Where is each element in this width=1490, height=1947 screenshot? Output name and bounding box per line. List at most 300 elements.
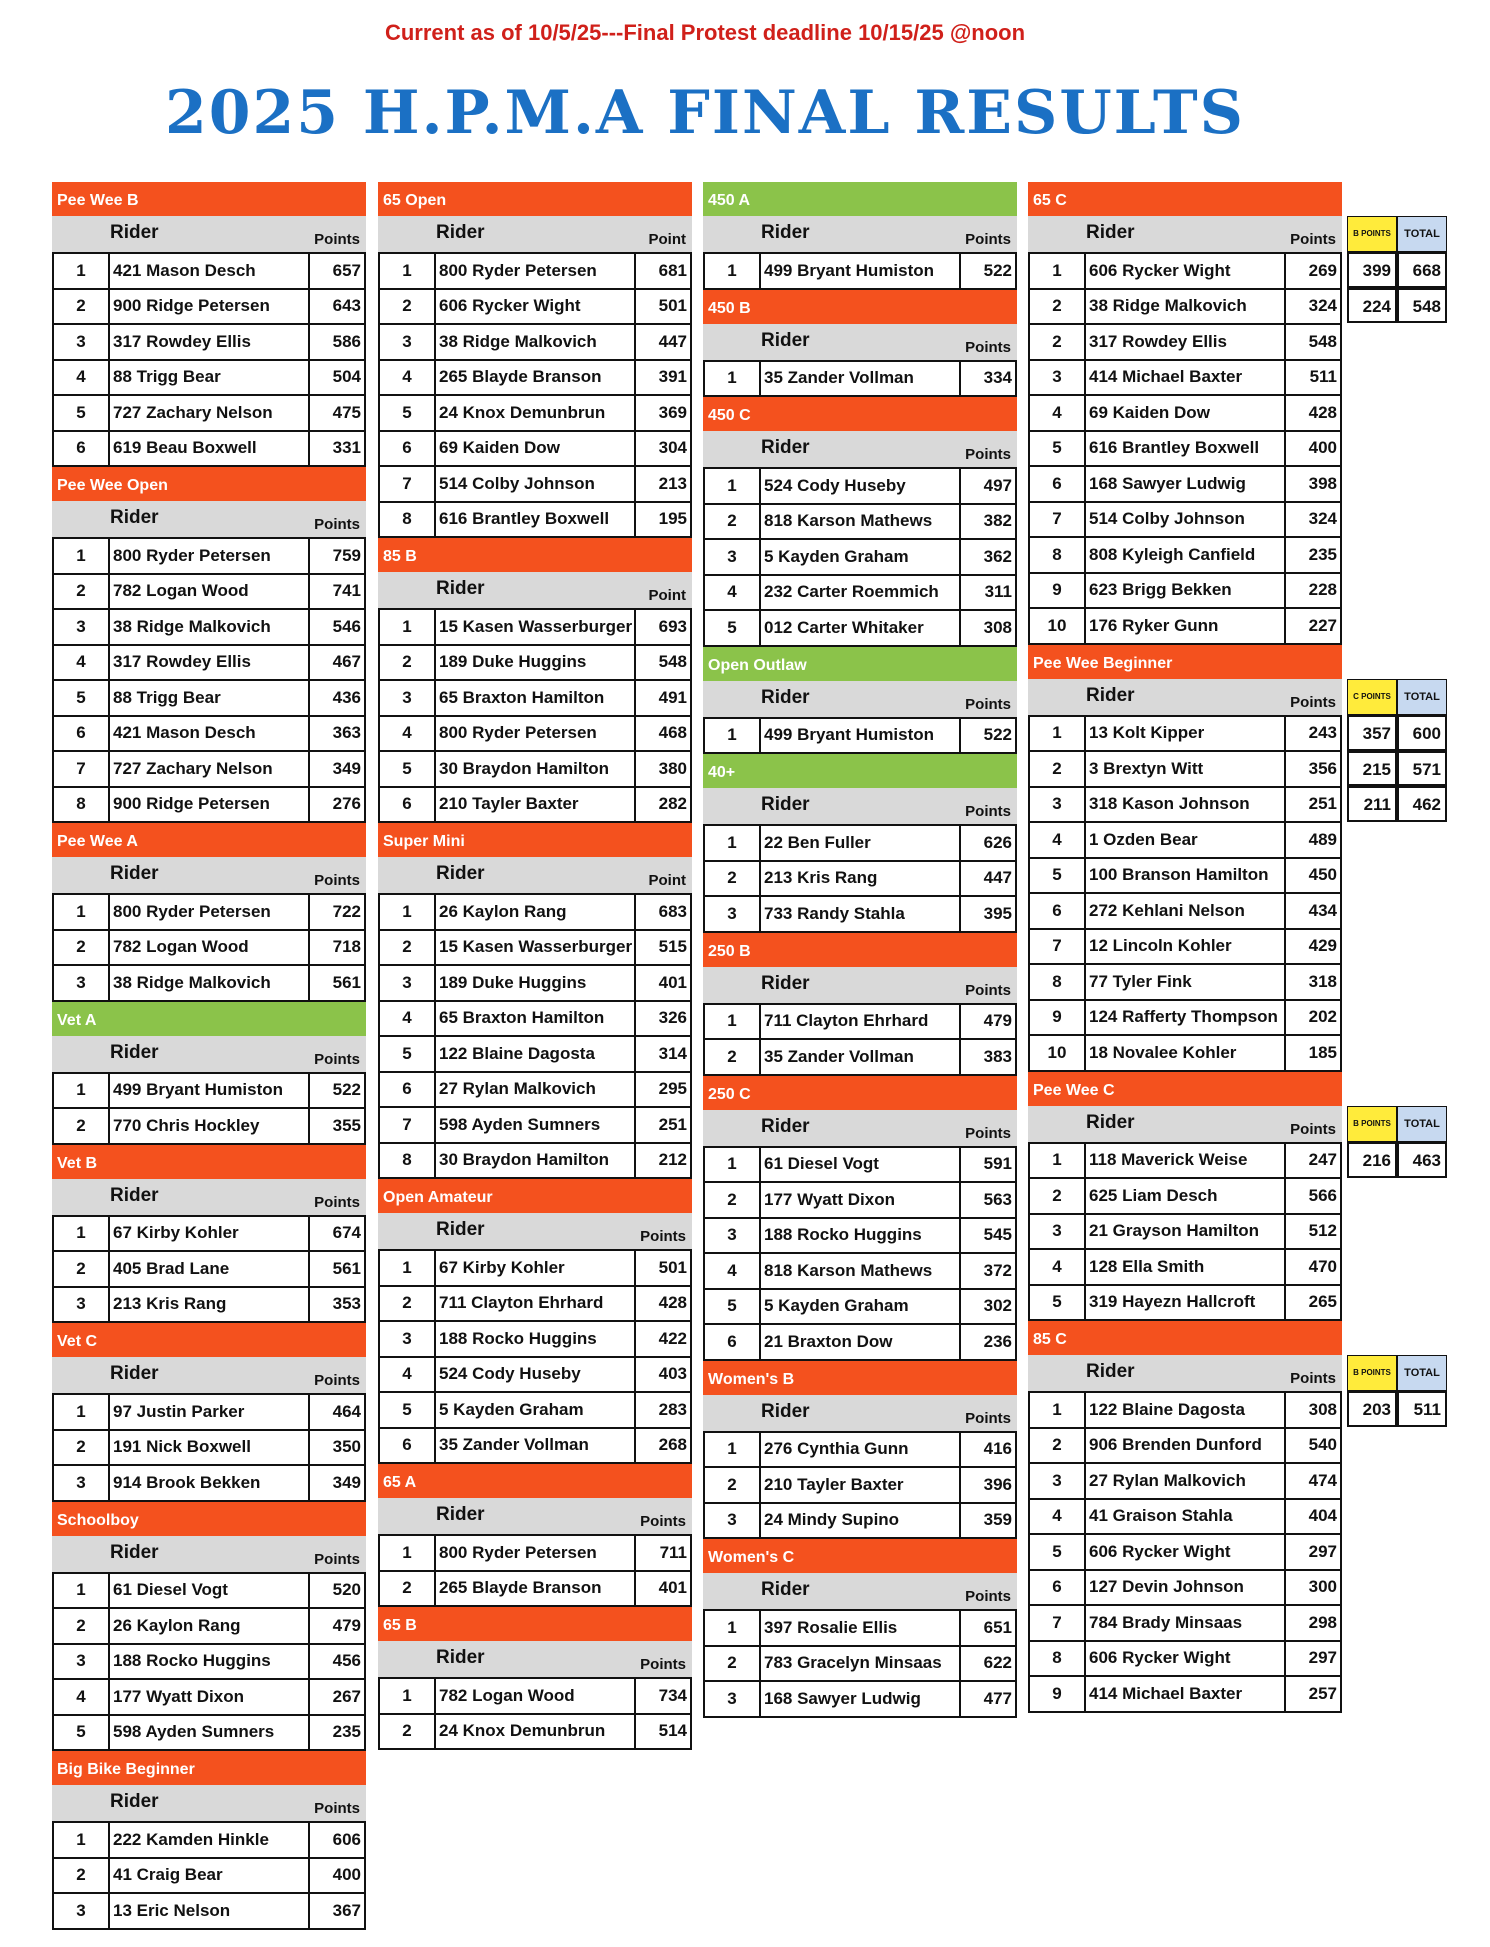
result-row	[379, 360, 691, 396]
place-cell: 6	[379, 431, 435, 467]
column-header-row	[52, 1785, 366, 1821]
column-header-row	[52, 1036, 366, 1072]
total-value: 600	[1397, 715, 1447, 751]
column-header-row	[378, 857, 692, 893]
result-row	[704, 575, 1016, 611]
points-cell: 434	[1285, 893, 1341, 929]
place-cell: 2	[704, 504, 760, 540]
points-cell: 362	[960, 539, 1016, 575]
place-cell: 3	[704, 539, 760, 575]
points-column-label: Points	[965, 1409, 1011, 1427]
rider-column-label: Rider	[761, 794, 810, 815]
points-cell: 522	[960, 718, 1016, 754]
result-row	[1029, 1676, 1341, 1712]
rider-cell: 317 Rowdey Ellis	[109, 645, 309, 681]
rider-cell: 405 Brad Lane	[109, 1251, 309, 1287]
points-cell: 401	[635, 965, 691, 1001]
column-header-row	[703, 1110, 1017, 1146]
place-cell: 1	[704, 1432, 760, 1468]
rider-cell: 67 Kirby Kohler	[109, 1216, 309, 1252]
class-header: Vet B	[52, 1145, 366, 1179]
column-header-row	[52, 216, 366, 252]
column-header-row	[378, 1498, 692, 1534]
place-cell: 4	[704, 1253, 760, 1289]
place-cell: 6	[53, 716, 109, 752]
rider-column-label: Rider	[761, 686, 810, 708]
place-cell: 1	[704, 825, 760, 861]
results-table	[703, 1146, 1017, 1361]
rider-cell: 800 Ryder Petersen	[435, 1535, 635, 1571]
result-row	[379, 1250, 691, 1286]
result-row	[53, 431, 365, 467]
points-cell: 372	[960, 1253, 1016, 1289]
result-row	[704, 361, 1016, 397]
place-cell: 4	[379, 360, 435, 396]
result-row	[704, 1182, 1016, 1218]
total-value: 571	[1397, 751, 1447, 787]
rider-cell: 30 Braydon Hamilton	[435, 751, 635, 787]
race-class-section	[378, 1607, 692, 1750]
rider-cell: 13 Eric Nelson	[109, 1893, 309, 1929]
result-row	[53, 645, 365, 681]
place-cell: 1	[379, 1250, 435, 1286]
points-cell: 681	[635, 253, 691, 289]
points-cell: 450	[1285, 858, 1341, 894]
rider-cell: 188 Rocko Huggins	[760, 1218, 960, 1254]
bonus-points-label: B POINTS	[1347, 1106, 1397, 1142]
bonus-points-value: 357	[1347, 715, 1397, 751]
place-cell: 3	[704, 1503, 760, 1539]
points-column-label: Points	[1290, 231, 1336, 248]
result-row	[53, 1287, 365, 1323]
result-row	[1029, 1392, 1341, 1428]
rider-cell: 100 Branson Hamilton	[1085, 858, 1285, 894]
rider-cell: 319 Hayezn Hallcroft	[1085, 1285, 1285, 1321]
result-row	[1029, 360, 1341, 396]
rider-cell: 499 Bryant Humiston	[760, 253, 960, 289]
result-row	[53, 1858, 365, 1894]
points-cell: 540	[1285, 1428, 1341, 1464]
rider-cell: 35 Zander Vollman	[760, 1039, 960, 1075]
points-column-label: Point	[648, 231, 686, 248]
place-cell: 6	[1029, 1570, 1085, 1606]
points-cell: 468	[635, 716, 691, 752]
points-cell: 501	[635, 289, 691, 325]
result-row	[53, 1573, 365, 1609]
place-cell: 8	[53, 787, 109, 823]
place-cell: 1	[1029, 253, 1085, 289]
points-cell: 243	[1285, 716, 1341, 752]
result-row	[53, 538, 365, 574]
points-cell: 235	[1285, 537, 1341, 573]
points-cell: 398	[1285, 466, 1341, 502]
points-cell: 298	[1285, 1605, 1341, 1641]
rider-cell: 24 Knox Demunbrun	[435, 395, 635, 431]
rider-column-label: Rider	[436, 863, 485, 884]
rider-column-label: Rider	[436, 1647, 485, 1668]
place-cell: 2	[704, 1182, 760, 1218]
points-column-label: Points	[314, 1050, 360, 1068]
points-cell: 331	[309, 431, 365, 467]
points-cell: 403	[635, 1357, 691, 1393]
points-column-label: Points	[314, 231, 360, 248]
rider-cell: 18 Novalee Kohler	[1085, 1035, 1285, 1071]
result-row	[704, 504, 1016, 540]
class-header: Schoolboy	[52, 1502, 366, 1536]
place-cell: 9	[1029, 1676, 1085, 1712]
points-column-label: Points	[640, 1656, 686, 1673]
points-cell: 212	[635, 1143, 691, 1179]
place-cell: 1	[53, 538, 109, 574]
points-cell: 477	[960, 1681, 1016, 1717]
points-cell: 586	[309, 324, 365, 360]
rider-cell: 524 Cody Huseby	[435, 1357, 635, 1393]
rider-cell: 69 Kaiden Dow	[1085, 395, 1285, 431]
rider-cell: 784 Brady Minsaas	[1085, 1605, 1285, 1641]
place-cell: 1	[53, 1216, 109, 1252]
points-cell: 511	[1285, 360, 1341, 396]
bonus-points-header	[1347, 679, 1447, 715]
result-row	[704, 610, 1016, 646]
place-cell: 6	[379, 787, 435, 823]
result-row	[53, 1644, 365, 1680]
result-row	[1029, 893, 1341, 929]
rider-cell: 514 Colby Johnson	[435, 466, 635, 502]
class-header: 85 C	[1028, 1321, 1342, 1355]
place-cell: 1	[379, 1678, 435, 1714]
place-cell: 5	[1029, 1534, 1085, 1570]
results-table	[703, 1609, 1017, 1718]
results-table	[703, 824, 1017, 933]
place-cell: 4	[1029, 822, 1085, 858]
rider-cell: 276 Cynthia Gunn	[760, 1432, 960, 1468]
rider-cell: 265 Blayde Branson	[435, 360, 635, 396]
column-header-row	[1028, 216, 1342, 252]
rider-column-label: Rider	[436, 578, 485, 599]
race-class-section	[703, 754, 1017, 933]
race-class-section	[703, 397, 1017, 647]
class-header: 85 B	[378, 538, 692, 572]
class-header: Vet C	[52, 1323, 366, 1357]
points-cell: 251	[1285, 787, 1341, 823]
class-header: Pee Wee A	[52, 823, 366, 857]
points-cell: 308	[960, 610, 1016, 646]
result-row	[379, 466, 691, 502]
result-row	[1029, 431, 1341, 467]
result-row	[704, 1218, 1016, 1254]
place-cell: 2	[53, 930, 109, 966]
column-header-row	[703, 1395, 1017, 1431]
points-cell: 380	[635, 751, 691, 787]
rider-cell: 900 Ridge Petersen	[109, 289, 309, 325]
result-row	[1029, 324, 1341, 360]
result-row	[53, 395, 365, 431]
points-cell: 247	[1285, 1143, 1341, 1179]
place-cell: 3	[379, 680, 435, 716]
points-cell: 429	[1285, 929, 1341, 965]
result-row	[1029, 822, 1341, 858]
results-column-4	[1028, 182, 1342, 1713]
place-cell: 3	[53, 1465, 109, 1501]
race-class-section	[378, 1464, 692, 1607]
place-cell: 4	[379, 1001, 435, 1037]
points-column-label: Points	[314, 1372, 360, 1389]
column-header-row	[703, 431, 1017, 467]
place-cell: 8	[379, 1143, 435, 1179]
place-cell: 2	[704, 861, 760, 897]
points-cell: 227	[1285, 608, 1341, 644]
points-cell: 359	[960, 1503, 1016, 1539]
rider-column-label: Rider	[110, 1363, 159, 1384]
result-row	[379, 253, 691, 289]
bonus-points-value: 224	[1347, 288, 1397, 324]
result-row	[704, 1324, 1016, 1360]
column-header-row	[703, 788, 1017, 824]
rider-cell: 188 Rocko Huggins	[435, 1321, 635, 1357]
rider-cell: 711 Clayton Ehrhard	[760, 1004, 960, 1040]
bonus-points-header	[1347, 1106, 1447, 1142]
rider-cell: 168 Sawyer Ludwig	[1085, 466, 1285, 502]
results-table	[52, 1572, 366, 1752]
rider-cell: 782 Logan Wood	[109, 930, 309, 966]
points-cell: 447	[960, 861, 1016, 897]
points-cell: 304	[635, 431, 691, 467]
class-header: 450 C	[703, 397, 1017, 431]
rider-cell: 733 Randy Stahla	[760, 896, 960, 932]
place-cell: 2	[704, 1039, 760, 1075]
place-cell: 6	[53, 431, 109, 467]
rider-column-label: Rider	[1086, 684, 1135, 706]
total-label: TOTAL	[1397, 216, 1447, 252]
place-cell: 3	[53, 324, 109, 360]
result-row	[53, 965, 365, 1001]
rider-cell: 26 Kaylon Rang	[109, 1608, 309, 1644]
points-cell: 326	[635, 1001, 691, 1037]
class-header: 40+	[703, 754, 1017, 788]
points-cell: 257	[1285, 1676, 1341, 1712]
rider-cell: 272 Kehlani Nelson	[1085, 893, 1285, 929]
points-cell: 520	[309, 1573, 365, 1609]
rider-cell: 727 Zachary Nelson	[109, 395, 309, 431]
class-header: Women's B	[703, 1361, 1017, 1395]
place-cell: 7	[379, 466, 435, 502]
place-cell: 8	[1029, 537, 1085, 573]
place-cell: 7	[1029, 929, 1085, 965]
result-row	[53, 1715, 365, 1751]
points-cell: 363	[309, 716, 365, 752]
points-cell: 491	[635, 680, 691, 716]
results-column-1	[52, 182, 366, 1930]
points-cell: 561	[309, 965, 365, 1001]
result-row	[704, 718, 1016, 754]
place-cell: 3	[379, 324, 435, 360]
place-cell: 5	[1029, 1285, 1085, 1321]
rider-cell: 421 Mason Desch	[109, 716, 309, 752]
points-cell: 300	[1285, 1570, 1341, 1606]
result-row	[379, 324, 691, 360]
bonus-points-label: B POINTS	[1347, 1355, 1397, 1391]
rider-cell: 800 Ryder Petersen	[109, 538, 309, 574]
results-table	[703, 360, 1017, 398]
points-cell: 251	[635, 1107, 691, 1143]
points-column-label: Points	[965, 1124, 1011, 1142]
place-cell: 4	[1029, 1499, 1085, 1535]
place-cell: 1	[1029, 1392, 1085, 1428]
result-row	[379, 1286, 691, 1322]
points-cell: 282	[635, 787, 691, 823]
place-cell: 5	[1029, 858, 1085, 894]
results-column-3	[703, 182, 1017, 1718]
result-row	[1029, 1000, 1341, 1036]
result-row	[704, 1646, 1016, 1682]
place-cell: 2	[379, 1714, 435, 1750]
points-column-label: Points	[965, 446, 1011, 463]
rider-cell: 606 Rycker Wight	[1085, 1641, 1285, 1677]
points-cell: 501	[635, 1250, 691, 1286]
rider-column-label: Rider	[110, 507, 159, 528]
place-cell: 3	[379, 965, 435, 1001]
points-cell: 718	[309, 930, 365, 966]
rider-cell: 26 Kaylon Rang	[435, 894, 635, 930]
column-header-row	[378, 1213, 692, 1249]
total-value: 668	[1397, 252, 1447, 288]
place-cell: 2	[704, 1467, 760, 1503]
place-cell: 1	[379, 253, 435, 289]
rider-column-label: Rider	[110, 1541, 159, 1563]
points-cell: 479	[960, 1004, 1016, 1040]
result-row	[1029, 1285, 1341, 1321]
result-row	[704, 896, 1016, 932]
rider-cell: 782 Logan Wood	[109, 574, 309, 610]
result-row	[1029, 466, 1341, 502]
bonus-points-value: 399	[1347, 252, 1397, 288]
class-header: 450 B	[703, 290, 1017, 324]
result-row	[379, 1535, 691, 1571]
points-cell: 350	[309, 1430, 365, 1466]
result-row	[1029, 608, 1341, 644]
points-column-label: Points	[965, 981, 1011, 999]
rider-cell: 38 Ridge Malkovich	[109, 965, 309, 1001]
place-cell: 7	[53, 751, 109, 787]
rider-cell: 122 Blaine Dagosta	[435, 1036, 635, 1072]
rider-cell: 210 Tayler Baxter	[435, 787, 635, 823]
result-row	[1029, 289, 1341, 325]
results-table	[52, 893, 366, 1002]
results-table	[1028, 715, 1342, 1072]
result-row	[1029, 1214, 1341, 1250]
points-cell: 356	[1285, 751, 1341, 787]
results-table	[378, 608, 692, 823]
rider-cell: 414 Michael Baxter	[1085, 360, 1285, 396]
race-class-section	[703, 647, 1017, 755]
results-table	[378, 1249, 692, 1464]
place-cell: 3	[53, 1287, 109, 1323]
place-cell: 3	[704, 1681, 760, 1717]
column-header-row	[52, 857, 366, 893]
place-cell: 2	[379, 1286, 435, 1322]
place-cell: 5	[53, 395, 109, 431]
points-cell: 591	[960, 1147, 1016, 1183]
rider-cell: 5 Kayden Graham	[435, 1392, 635, 1428]
rider-cell: 619 Beau Boxwell	[109, 431, 309, 467]
points-cell: 722	[309, 894, 365, 930]
bonus-points-header	[1347, 216, 1447, 252]
result-row	[704, 468, 1016, 504]
rider-cell: 616 Brantley Boxwell	[435, 502, 635, 538]
rider-cell: 317 Rowdey Ellis	[1085, 324, 1285, 360]
race-class-section	[378, 823, 692, 1179]
column-header-row	[378, 216, 692, 252]
bonus-points-box	[1347, 1355, 1447, 1427]
place-cell: 4	[704, 575, 760, 611]
race-class-section	[1028, 1321, 1342, 1713]
result-row	[1029, 1641, 1341, 1677]
result-row	[53, 1430, 365, 1466]
class-header: 250 B	[703, 933, 1017, 967]
points-cell: 400	[1285, 431, 1341, 467]
race-class-section	[52, 1751, 366, 1930]
race-class-section	[1028, 1072, 1342, 1322]
rider-cell: 900 Ridge Petersen	[109, 787, 309, 823]
rider-column-label: Rider	[761, 972, 810, 994]
points-cell: 269	[1285, 253, 1341, 289]
rider-cell: 623 Brigg Bekken	[1085, 573, 1285, 609]
result-row	[1029, 395, 1341, 431]
bonus-points-row	[1347, 715, 1447, 751]
results-table	[52, 1072, 366, 1145]
rider-cell: 38 Ridge Malkovich	[435, 324, 635, 360]
rider-cell: 27 Rylan Malkovich	[435, 1072, 635, 1108]
rider-cell: 127 Devin Johnson	[1085, 1570, 1285, 1606]
points-cell: 428	[635, 1286, 691, 1322]
total-label: TOTAL	[1397, 1106, 1447, 1142]
place-cell: 2	[1029, 1428, 1085, 1464]
points-cell: 353	[309, 1287, 365, 1323]
class-header: Vet A	[52, 1002, 366, 1036]
place-cell: 4	[53, 360, 109, 396]
points-cell: 522	[960, 253, 1016, 289]
result-row	[704, 1004, 1016, 1040]
result-row	[1029, 929, 1341, 965]
place-cell: 1	[704, 253, 760, 289]
rider-cell: 124 Rafferty Thompson	[1085, 1000, 1285, 1036]
points-cell: 545	[960, 1218, 1016, 1254]
points-cell: 447	[635, 324, 691, 360]
rider-cell: 38 Ridge Malkovich	[109, 609, 309, 645]
rider-cell: 128 Ella Smith	[1085, 1249, 1285, 1285]
rider-cell: 1 Ozden Bear	[1085, 822, 1285, 858]
race-class-section	[52, 1002, 366, 1145]
points-cell: 456	[309, 1644, 365, 1680]
result-row	[1029, 1035, 1341, 1071]
points-cell: 626	[960, 825, 1016, 861]
rider-cell: 598 Ayden Sumners	[435, 1107, 635, 1143]
rider-cell: 38 Ridge Malkovich	[1085, 289, 1285, 325]
points-cell: 759	[309, 538, 365, 574]
rider-cell: 616 Brantley Boxwell	[1085, 431, 1285, 467]
results-column-2	[378, 182, 692, 1750]
place-cell: 2	[379, 930, 435, 966]
result-row	[379, 609, 691, 645]
result-row	[704, 1681, 1016, 1717]
rider-cell: 711 Clayton Ehrhard	[435, 1286, 635, 1322]
rider-cell: 499 Bryant Humiston	[760, 718, 960, 754]
race-class-section	[378, 1179, 692, 1464]
result-row	[53, 1108, 365, 1144]
result-row	[53, 1394, 365, 1430]
points-cell: 314	[635, 1036, 691, 1072]
result-row	[379, 1392, 691, 1428]
